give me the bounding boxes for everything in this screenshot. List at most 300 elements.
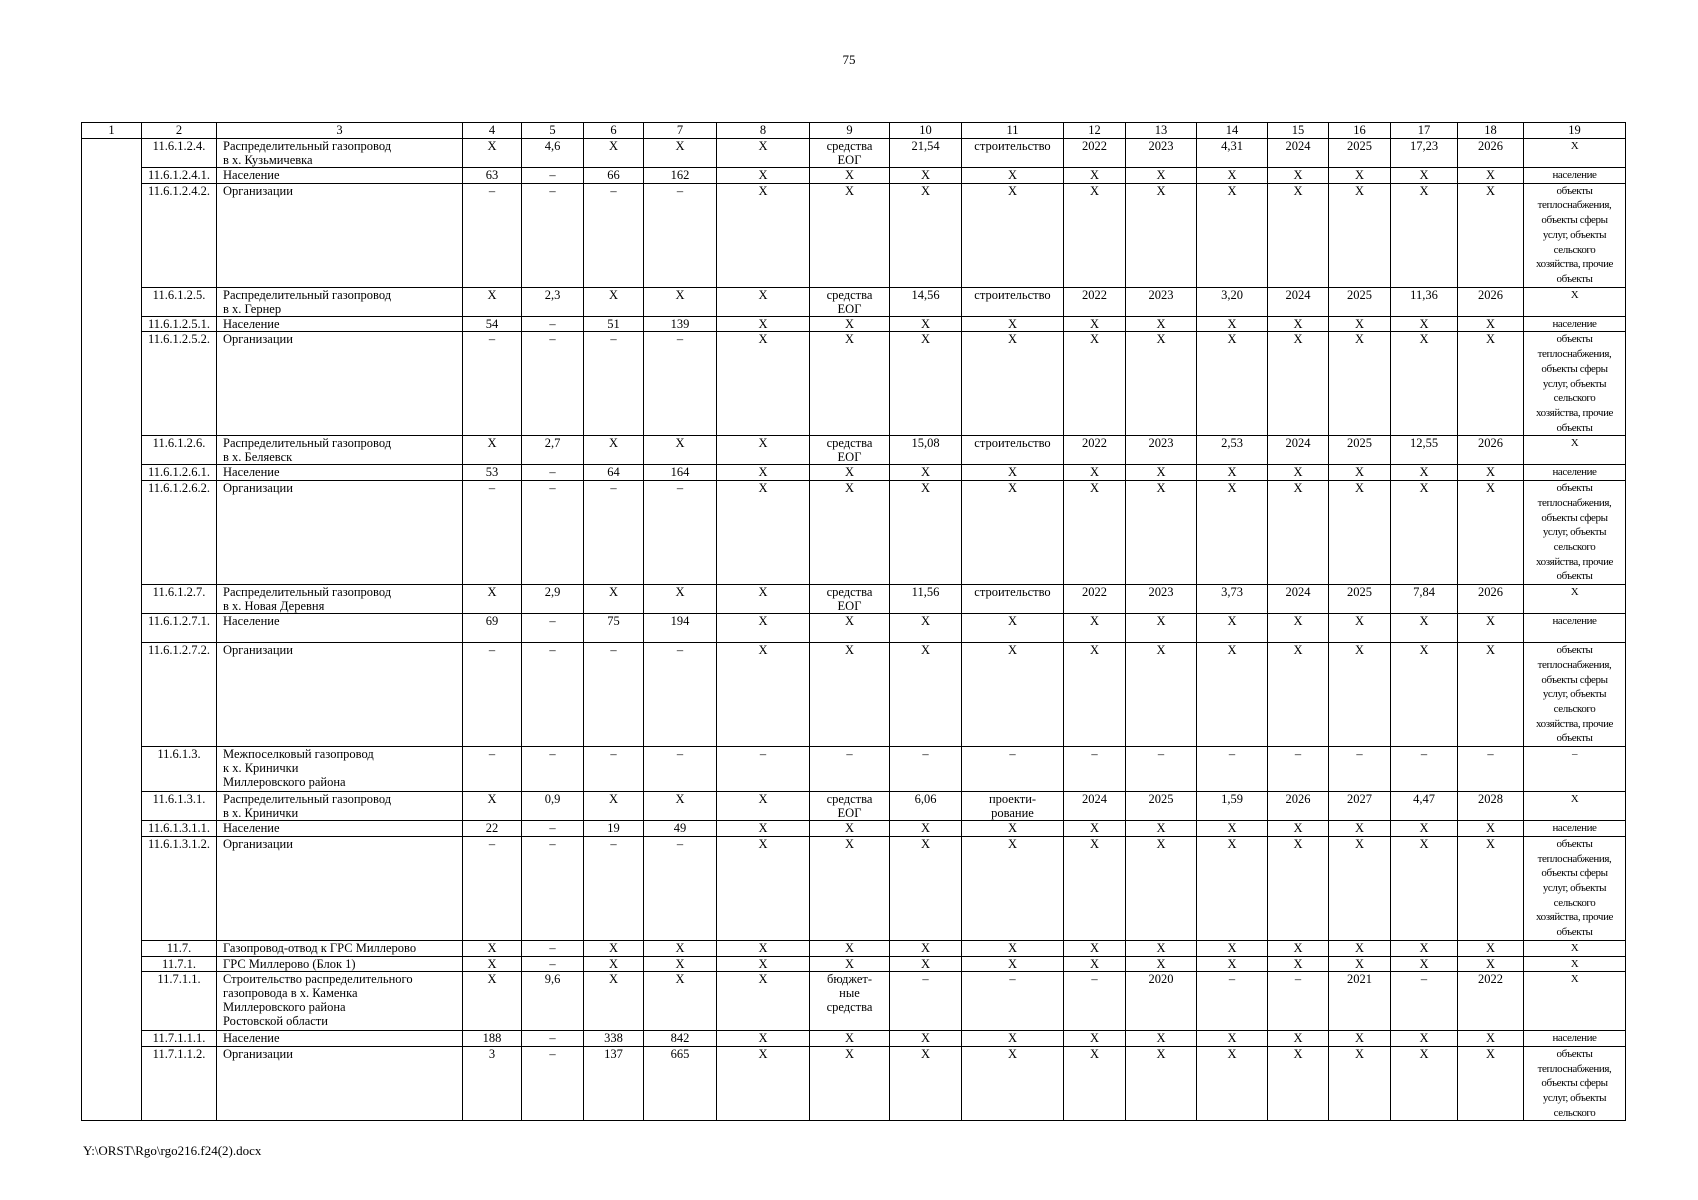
table-cell: X <box>1458 614 1524 643</box>
table-cell: X <box>1329 481 1391 585</box>
table-cell: – <box>522 465 584 481</box>
table-cell: X <box>890 956 962 972</box>
row-name-cell: Распределительный газопровод в х. Новая Деревня <box>217 585 463 614</box>
table-cell: X <box>1126 1046 1197 1121</box>
table-cell: X <box>890 614 962 643</box>
table-cell: X <box>1458 643 1524 747</box>
consumer-type-cell: население <box>1524 821 1626 837</box>
table-cell: X <box>1064 481 1126 585</box>
table-cell: – <box>463 183 522 287</box>
table-cell: X <box>717 643 810 747</box>
table-row <box>82 956 1626 972</box>
table-cell: X <box>962 1031 1064 1047</box>
table-row <box>82 436 1626 465</box>
table-cell: X <box>1197 1031 1268 1047</box>
table-cell: 2024 <box>1268 139 1329 168</box>
table-cell: X <box>1126 481 1197 585</box>
row-code-cell: 11.6.1.2.4. <box>142 139 217 168</box>
table-cell: X <box>810 956 890 972</box>
table-cell: X <box>1458 1046 1524 1121</box>
consumer-type-cell: X <box>1524 287 1626 316</box>
table-cell: X <box>1391 481 1458 585</box>
row-name-cell: Организации <box>217 332 463 436</box>
table-cell: X <box>1197 481 1268 585</box>
row-name-cell: Межпоселковый газопровод к х. Кринички Миллеровского района <box>217 747 463 792</box>
consumer-type-cell: население <box>1524 316 1626 332</box>
table-row <box>82 836 1626 940</box>
row-code-cell: 11.6.1.2.5.2. <box>142 332 217 436</box>
table-cell: X <box>810 332 890 436</box>
table-cell: X <box>463 956 522 972</box>
table-cell: 4,6 <box>522 139 584 168</box>
table-cell: X <box>717 792 810 821</box>
table-cell: – <box>1064 972 1126 1031</box>
table-cell: X <box>1064 1031 1126 1047</box>
consumer-type-cell: X <box>1524 940 1626 956</box>
row-code-cell: 11.6.1.2.7. <box>142 585 217 614</box>
table-cell: – <box>522 332 584 436</box>
table-cell: X <box>1064 643 1126 747</box>
table-cell: – <box>644 747 717 792</box>
table-cell: X <box>890 1031 962 1047</box>
table-cell: X <box>1268 332 1329 436</box>
row-code-cell: 11.6.1.2.5.1. <box>142 316 217 332</box>
table-cell: X <box>1268 956 1329 972</box>
row-name-cell: Распределительный газопровод в х. Кринички <box>217 792 463 821</box>
table-row <box>82 747 1626 792</box>
table-cell: 2023 <box>1126 139 1197 168</box>
table-cell: X <box>962 821 1064 837</box>
table-cell: X <box>810 940 890 956</box>
table-cell: 2024 <box>1268 287 1329 316</box>
table-cell: X <box>890 168 962 184</box>
column-header: 7 <box>644 123 717 139</box>
table-cell: – <box>1064 747 1126 792</box>
table-cell: X <box>1391 465 1458 481</box>
table-cell: – <box>522 747 584 792</box>
table-cell: X <box>1197 1046 1268 1121</box>
table-cell: 3,73 <box>1197 585 1268 614</box>
table-cell: X <box>810 481 890 585</box>
table-row <box>82 792 1626 821</box>
table-body <box>82 123 1626 1121</box>
row-name-cell: Население <box>217 821 463 837</box>
table-cell: 0,9 <box>522 792 584 821</box>
consumer-type-cell: объекты теплоснабжения, объекты сферы услуг, объекты сельского хозяйства, прочие объекты <box>1524 183 1626 287</box>
table-row <box>82 1031 1626 1047</box>
table-cell: 15,08 <box>890 436 962 465</box>
table-cell: – <box>522 614 584 643</box>
table-cell: 2026 <box>1458 436 1524 465</box>
table-cell: X <box>1329 316 1391 332</box>
header-row <box>82 123 1626 139</box>
column-header: 4 <box>463 123 522 139</box>
table-cell: 4,47 <box>1391 792 1458 821</box>
table-cell: X <box>1268 168 1329 184</box>
table-cell: X <box>717 316 810 332</box>
row-name-cell: Газопровод-отвод к ГРС Миллерово <box>217 940 463 956</box>
table-cell: X <box>1391 643 1458 747</box>
table-cell: X <box>810 465 890 481</box>
table-cell: X <box>1329 821 1391 837</box>
table-cell: X <box>1458 836 1524 940</box>
table-cell: 63 <box>463 168 522 184</box>
table-cell: – <box>522 821 584 837</box>
table-cell: – <box>1268 972 1329 1031</box>
consumer-type-cell: X <box>1524 972 1626 1031</box>
consumer-type-cell: X <box>1524 792 1626 821</box>
table-cell: – <box>522 836 584 940</box>
table-cell: 2021 <box>1329 972 1391 1031</box>
table-cell: – <box>584 481 644 585</box>
row-name-cell: Население <box>217 614 463 643</box>
row-name-cell: Организации <box>217 183 463 287</box>
table-cell: 2,7 <box>522 436 584 465</box>
table-cell: 49 <box>644 821 717 837</box>
table-row <box>82 316 1626 332</box>
column-header: 18 <box>1458 123 1524 139</box>
table-cell: X <box>1391 168 1458 184</box>
consumer-type-cell: объекты теплоснабжения, объекты сферы услуг, объекты сельского хозяйства, прочие объекты <box>1524 643 1626 747</box>
table-cell: X <box>962 183 1064 287</box>
table-cell: X <box>1329 614 1391 643</box>
column-header: 9 <box>810 123 890 139</box>
table-cell: X <box>1126 316 1197 332</box>
table-cell: X <box>1064 183 1126 287</box>
table-cell: – <box>522 168 584 184</box>
table-cell: X <box>1126 332 1197 436</box>
table-row <box>82 940 1626 956</box>
table-cell: – <box>522 481 584 585</box>
table-cell: средства ЕОГ <box>810 139 890 168</box>
column-header: 14 <box>1197 123 1268 139</box>
table-cell: 6,06 <box>890 792 962 821</box>
column-header: 13 <box>1126 123 1197 139</box>
table-cell: X <box>1391 183 1458 287</box>
table-cell: 14,56 <box>890 287 962 316</box>
table-cell: X <box>1126 821 1197 837</box>
column-header: 16 <box>1329 123 1391 139</box>
table-cell: – <box>1391 747 1458 792</box>
table-cell: 2028 <box>1458 792 1524 821</box>
row-name-cell: Организации <box>217 1046 463 1121</box>
table-cell: 2022 <box>1458 972 1524 1031</box>
table-cell: X <box>463 287 522 316</box>
table-cell: X <box>1268 481 1329 585</box>
table-cell: X <box>644 940 717 956</box>
table-cell: X <box>890 836 962 940</box>
table-cell: X <box>463 792 522 821</box>
consumer-type-cell: – <box>1524 747 1626 792</box>
table-cell: 3,20 <box>1197 287 1268 316</box>
table-cell: X <box>962 643 1064 747</box>
table-row <box>82 287 1626 316</box>
consumer-type-cell: население <box>1524 1031 1626 1047</box>
table-cell: X <box>1458 821 1524 837</box>
table-cell: 2024 <box>1064 792 1126 821</box>
table-cell: X <box>717 821 810 837</box>
table-cell: – <box>644 332 717 436</box>
row-code-cell: 11.6.1.3.1. <box>142 792 217 821</box>
table-row <box>82 1046 1626 1121</box>
row-code-cell: 11.6.1.2.5. <box>142 287 217 316</box>
table-cell: X <box>1329 465 1391 481</box>
table-cell: X <box>1391 821 1458 837</box>
table-cell: – <box>810 747 890 792</box>
table-cell: X <box>1126 465 1197 481</box>
table-cell: 2,53 <box>1197 436 1268 465</box>
table-cell: – <box>463 481 522 585</box>
consumer-type-cell: население <box>1524 168 1626 184</box>
table-cell: X <box>584 287 644 316</box>
table-cell: 137 <box>584 1046 644 1121</box>
table-cell: X <box>644 972 717 1031</box>
table-row <box>82 585 1626 614</box>
table-cell: X <box>1064 465 1126 481</box>
table-cell: X <box>810 316 890 332</box>
table-cell: – <box>522 183 584 287</box>
table-cell: X <box>962 316 1064 332</box>
table-cell: строительство <box>962 139 1064 168</box>
page-number: 75 <box>842 52 856 67</box>
table-cell: X <box>1391 614 1458 643</box>
table-cell: средства ЕОГ <box>810 436 890 465</box>
table-cell: X <box>1391 940 1458 956</box>
table-cell: X <box>1391 332 1458 436</box>
table-cell: X <box>962 940 1064 956</box>
row-name-cell: Распределительный газопровод в х. Кузьмичевка <box>217 139 463 168</box>
table-cell: 194 <box>644 614 717 643</box>
table-cell: 3 <box>463 1046 522 1121</box>
footer-file-path: Y:\ORST\Rgo\rgo216.f24(2).docx <box>83 1143 262 1158</box>
table-cell: X <box>890 183 962 287</box>
table-cell: 338 <box>584 1031 644 1047</box>
table-cell: X <box>1126 836 1197 940</box>
table-cell: X <box>1197 614 1268 643</box>
table-cell: строительство <box>962 436 1064 465</box>
table-cell: X <box>1197 956 1268 972</box>
consumer-type-cell: X <box>1524 956 1626 972</box>
row-code-cell: 11.6.1.2.6.1. <box>142 465 217 481</box>
row-code-cell: 11.7.1.1. <box>142 972 217 1031</box>
table-cell: X <box>717 332 810 436</box>
table-cell: X <box>1268 316 1329 332</box>
table-cell: X <box>1268 836 1329 940</box>
table-cell: бюджет- ные средства <box>810 972 890 1031</box>
table-cell: – <box>522 643 584 747</box>
table-cell: X <box>962 332 1064 436</box>
row-name-cell: Распределительный газопровод в х. Гернер <box>217 287 463 316</box>
table-cell: X <box>1268 643 1329 747</box>
row-code-cell: 11.6.1.3.1.2. <box>142 836 217 940</box>
table-cell: – <box>644 481 717 585</box>
row-name-cell: Население <box>217 168 463 184</box>
row-code-cell: 11.6.1.2.6.2. <box>142 481 217 585</box>
table-cell: X <box>1064 168 1126 184</box>
table-cell: X <box>1197 836 1268 940</box>
consumer-type-cell: объекты теплоснабжения, объекты сферы услуг, объекты сельского хозяйства, прочие объекты <box>1524 332 1626 436</box>
column-header: 15 <box>1268 123 1329 139</box>
table-cell: 2025 <box>1329 139 1391 168</box>
row-code-cell: 11.6.1.2.7.1. <box>142 614 217 643</box>
table-cell: 75 <box>584 614 644 643</box>
table-cell: X <box>1126 614 1197 643</box>
table-cell: X <box>1064 316 1126 332</box>
table-cell: 51 <box>584 316 644 332</box>
table-cell: X <box>1197 183 1268 287</box>
table-cell: X <box>644 139 717 168</box>
table-cell: X <box>584 585 644 614</box>
table-cell: X <box>463 972 522 1031</box>
table-cell: X <box>1458 316 1524 332</box>
table-cell: – <box>463 747 522 792</box>
table-cell: 53 <box>463 465 522 481</box>
table-cell: – <box>1197 747 1268 792</box>
table-cell: – <box>522 316 584 332</box>
table-cell: 2022 <box>1064 287 1126 316</box>
table-cell: X <box>584 940 644 956</box>
table-cell: X <box>962 956 1064 972</box>
table-cell: 1,59 <box>1197 792 1268 821</box>
table-cell: 2024 <box>1268 585 1329 614</box>
table-cell: X <box>1329 940 1391 956</box>
table-row <box>82 972 1626 1031</box>
row-name-cell: Организации <box>217 643 463 747</box>
row-code-cell: 11.6.1.2.4.1. <box>142 168 217 184</box>
table-cell: X <box>463 436 522 465</box>
table-cell: X <box>1458 956 1524 972</box>
table-cell: 2,9 <box>522 585 584 614</box>
table-cell: 2025 <box>1329 436 1391 465</box>
table-cell: 2020 <box>1126 972 1197 1031</box>
table-cell: – <box>584 747 644 792</box>
column-header: 11 <box>962 123 1064 139</box>
table-cell: – <box>522 1031 584 1047</box>
row-name-cell: Распределительный газопровод в х. Беляевск <box>217 436 463 465</box>
table-cell: X <box>717 585 810 614</box>
table-cell: X <box>1197 940 1268 956</box>
table-cell: X <box>1458 481 1524 585</box>
table-cell: – <box>644 643 717 747</box>
table-cell: X <box>1329 956 1391 972</box>
table-cell: X <box>1064 836 1126 940</box>
table-cell: X <box>810 836 890 940</box>
table-cell: X <box>1268 183 1329 287</box>
table-row <box>82 168 1626 184</box>
table-cell: X <box>1126 940 1197 956</box>
table-cell: X <box>1126 643 1197 747</box>
table-cell: X <box>717 972 810 1031</box>
table-cell: строительство <box>962 287 1064 316</box>
table-cell: X <box>717 481 810 585</box>
row-code-cell: 11.7.1. <box>142 956 217 972</box>
table-cell: X <box>890 1046 962 1121</box>
table-cell: X <box>584 139 644 168</box>
table-cell: 188 <box>463 1031 522 1047</box>
table-cell: X <box>1391 1031 1458 1047</box>
table-cell: X <box>644 287 717 316</box>
table-cell: – <box>584 183 644 287</box>
table-cell: 2023 <box>1126 436 1197 465</box>
row-code-cell: 11.7.1.1.1. <box>142 1031 217 1047</box>
table-cell: X <box>962 614 1064 643</box>
table-cell: X <box>810 168 890 184</box>
table-cell: X <box>890 481 962 585</box>
table-cell: 162 <box>644 168 717 184</box>
table-cell: – <box>522 1046 584 1121</box>
table-cell: X <box>1458 332 1524 436</box>
table-cell: X <box>810 643 890 747</box>
column-header: 10 <box>890 123 962 139</box>
table-cell: X <box>962 481 1064 585</box>
table-cell: – <box>584 836 644 940</box>
table-cell: X <box>717 614 810 643</box>
consumer-type-cell: объекты теплоснабжения, объекты сферы услуг, объекты сельского хозяйства, прочие объекты <box>1524 481 1626 585</box>
row-code-cell: 11.6.1.3. <box>142 747 217 792</box>
table-cell: X <box>717 287 810 316</box>
table-cell: X <box>810 183 890 287</box>
table-cell: X <box>1126 168 1197 184</box>
consumer-type-cell: население <box>1524 614 1626 643</box>
table-cell: 12,55 <box>1391 436 1458 465</box>
table-cell: – <box>522 940 584 956</box>
row-code-cell: 11.7.1.1.2. <box>142 1046 217 1121</box>
column-header: 1 <box>82 123 142 139</box>
table-cell: X <box>1268 465 1329 481</box>
table-cell: – <box>1126 747 1197 792</box>
table-row <box>82 465 1626 481</box>
table-cell: X <box>1458 168 1524 184</box>
table-cell: X <box>1268 1031 1329 1047</box>
table-cell: 2,3 <box>522 287 584 316</box>
table-row <box>82 614 1626 643</box>
table-cell: X <box>890 940 962 956</box>
table-cell: – <box>463 643 522 747</box>
row-name-cell: Организации <box>217 836 463 940</box>
table-cell: X <box>1458 465 1524 481</box>
gas-pipeline-table <box>81 122 1626 1121</box>
row-code-cell: 11.6.1.2.7.2. <box>142 643 217 747</box>
table-cell: – <box>962 747 1064 792</box>
table-cell: – <box>644 183 717 287</box>
table-cell: X <box>644 436 717 465</box>
column-header: 8 <box>717 123 810 139</box>
row-code-cell: 11.6.1.3.1.1. <box>142 821 217 837</box>
table-cell: X <box>1329 1046 1391 1121</box>
column-header: 12 <box>1064 123 1126 139</box>
table-cell: средства ЕОГ <box>810 585 890 614</box>
table-cell: X <box>717 465 810 481</box>
consumer-type-cell: X <box>1524 139 1626 168</box>
table-row <box>82 183 1626 287</box>
table-cell: 2022 <box>1064 585 1126 614</box>
table-cell: проекти- рование <box>962 792 1064 821</box>
table-cell: X <box>1197 168 1268 184</box>
table-cell: 54 <box>463 316 522 332</box>
table-cell: – <box>1197 972 1268 1031</box>
table-cell: X <box>890 465 962 481</box>
table-cell: X <box>962 168 1064 184</box>
table-cell: X <box>1329 1031 1391 1047</box>
table-cell: 2026 <box>1458 139 1524 168</box>
table-cell: X <box>717 436 810 465</box>
table-cell: – <box>1268 747 1329 792</box>
table-cell: 2023 <box>1126 585 1197 614</box>
row-code-cell: 11.6.1.2.4.2. <box>142 183 217 287</box>
table-cell: – <box>890 747 962 792</box>
table-cell: 842 <box>644 1031 717 1047</box>
table-cell: X <box>810 1031 890 1047</box>
